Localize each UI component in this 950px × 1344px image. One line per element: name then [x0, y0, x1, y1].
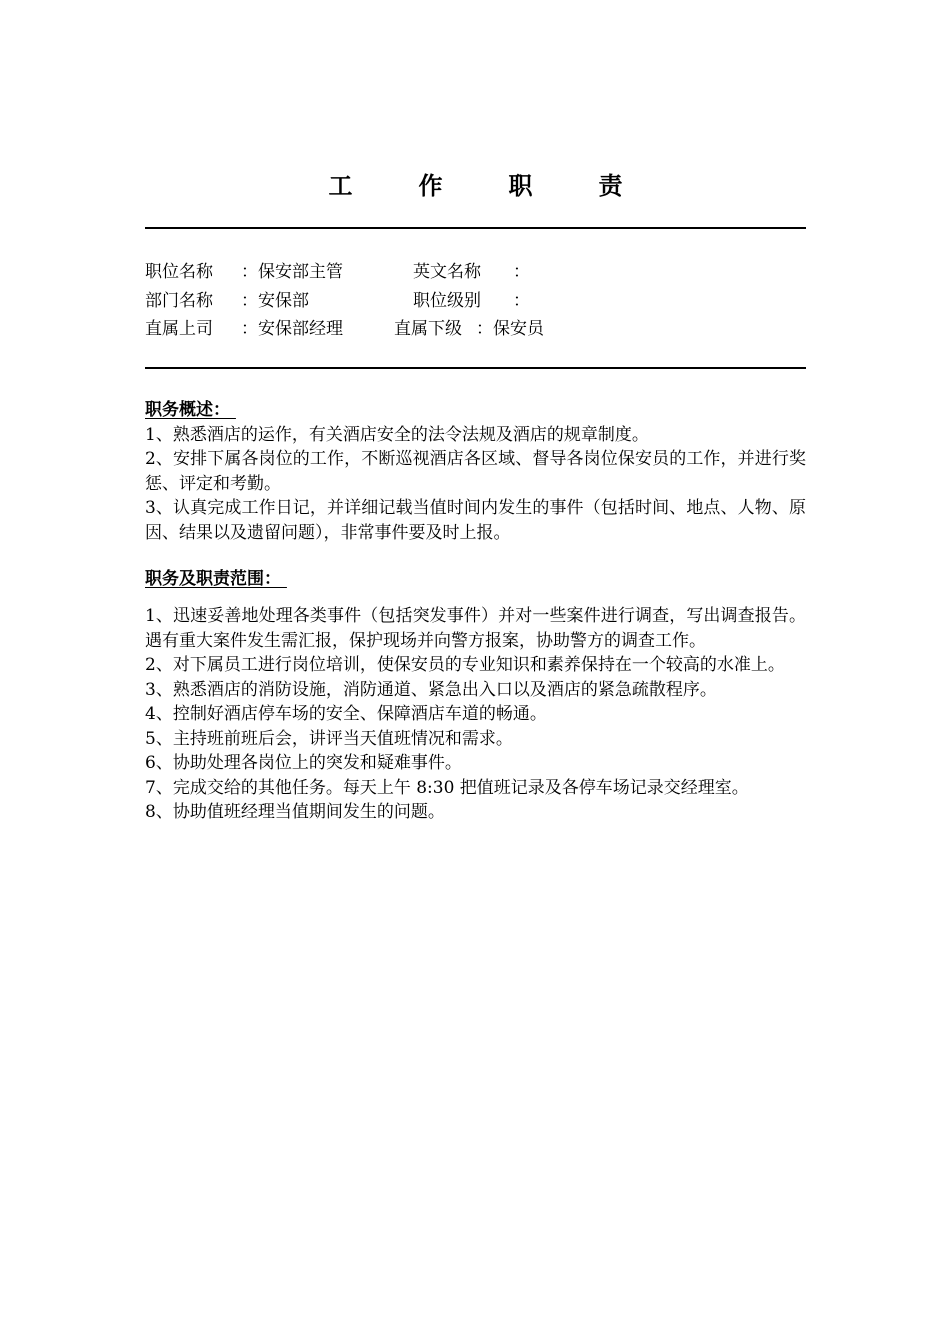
duty-summary-section: [145, 398, 806, 545]
duty-scope-item: 7、完成交给的其他任务。每天上午 8:30 把值班记录及各停车场记录交经理室。: [145, 777, 749, 798]
direct-subordinate-label: 直属下级: [394, 319, 462, 339]
duty-summary-item: 2、安排下属各岗位的工作，不断巡视酒店各区域、督导各岗位保安员的工作，并进行奖惩、评定和考勤。: [145, 449, 806, 494]
duty-summary-heading: 职务概述：: [145, 400, 236, 420]
duty-scope-item: 1、迅速妥善地处理各类事件（包括突发事件）并对一些案件进行调查，写出调查报告。遇有重大案件发生需汇报，保护现场并向警方报案，协助警方的调查工作。: [145, 606, 806, 651]
position-level-label: 职位级别: [413, 290, 481, 311]
position-name-value: ：保安部主管: [241, 262, 343, 282]
direct-superior-value: ：安保部经理: [241, 319, 343, 339]
direct-subordinate-value: ：保安员: [476, 319, 544, 339]
position-name-label: 职位名称: [145, 262, 213, 282]
info-row-department: [145, 287, 806, 316]
duty-scope-item: 4、控制好酒店停车场的安全、保障酒店车道的畅通。: [145, 704, 547, 724]
duty-scope-section: [145, 604, 806, 825]
duty-summary-item: 1、熟悉酒店的运作，有关酒店安全的法令法规及酒店的规章制度。: [145, 424, 649, 445]
position-level-value: ：: [513, 290, 530, 311]
english-name-value: ：: [513, 262, 530, 282]
title-char: 工: [328, 171, 353, 200]
top-divider: [145, 227, 806, 229]
duty-scope-item: 5、主持班前班后会，讲评当天值班情况和需求。: [145, 728, 513, 749]
duty-scope-heading: 职务及职责范围：: [145, 569, 287, 589]
position-info-block: [145, 258, 806, 344]
department-value: ：安保部: [241, 290, 309, 311]
duty-scope-item: 3、熟悉酒店的消防设施，消防通道、紧急出入口以及酒店的紧急疏散程序。: [145, 679, 717, 700]
duty-scope-heading-block: [145, 567, 806, 592]
direct-superior-label: 直属上司: [145, 319, 213, 339]
duty-summary-item: 3、认真完成工作日记，并详细记载当值时间内发生的事件（包括时间、地点、人物、原因、结果以及遗留问题），非常事件要及时上报。: [145, 498, 806, 543]
duty-scope-item: 8、协助值班经理当值期间发生的问题。: [145, 802, 445, 822]
duty-scope-item: 6、协助处理各岗位上的突发和疑难事件。: [145, 753, 462, 773]
department-label: 部门名称: [145, 290, 213, 311]
duty-scope-item: 2、对下属员工进行岗位培训，使保安员的专业知识和素养保持在一个较高的水准上。: [145, 655, 785, 675]
title-char: 责: [598, 171, 623, 200]
info-row-position: [145, 258, 806, 287]
title-char: 职: [508, 171, 533, 200]
page-title: [145, 168, 806, 204]
english-name-label: 英文名称: [413, 262, 481, 282]
bottom-divider: [145, 367, 806, 369]
info-row-reporting: [145, 315, 806, 344]
title-char: 作: [418, 171, 443, 200]
